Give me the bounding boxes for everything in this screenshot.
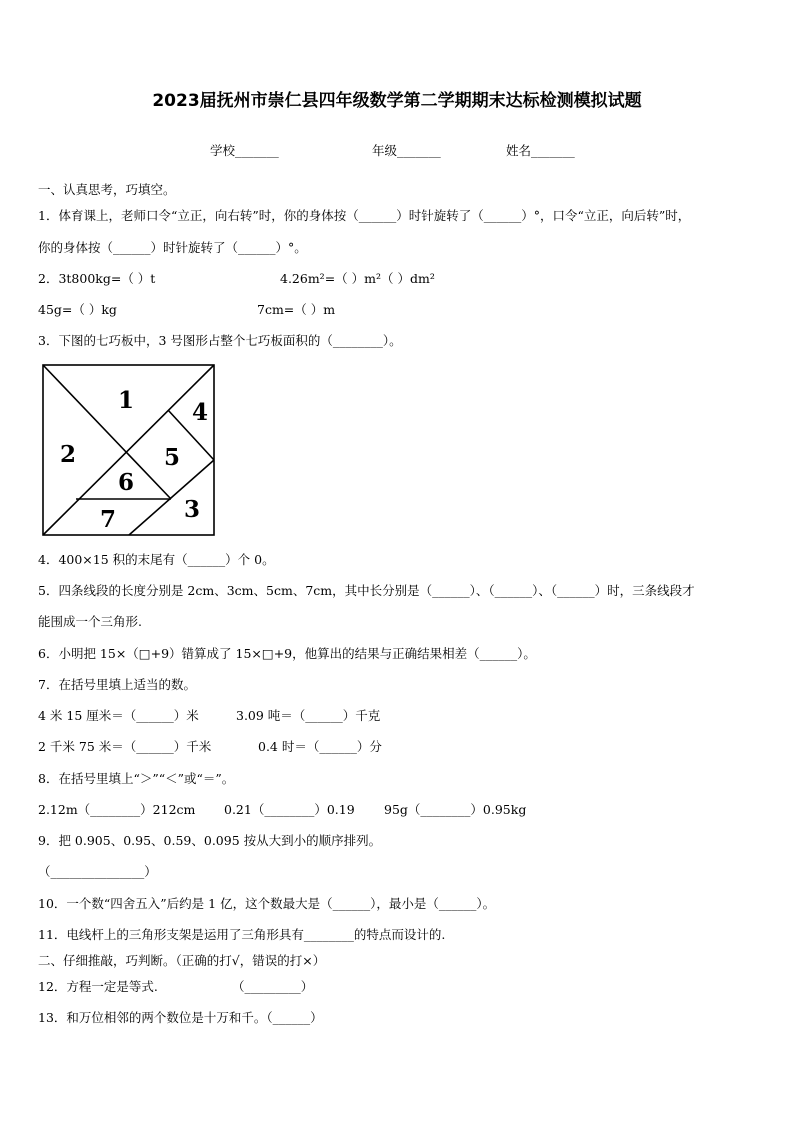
tangram-figure (40, 362, 218, 538)
section-2-heading: 二、仔细推敲，巧判断。（正确的打√，错误的打×） (38, 953, 326, 968)
tangram-label-5: 5 (164, 444, 181, 471)
question-8-part-c: 95g（________）0.95kg (384, 802, 527, 817)
question-10: 10．一个数“四舍五入”后约是 1 亿，这个数最大是（______），最小是（______）。 (38, 896, 496, 911)
question-5-line-1: 5．四条线段的长度分别是 2cm、3cm、5cm、7cm，其中长分别是（______）、（______）、（______）时，三条线段才 (38, 583, 695, 598)
question-12: 12．方程一定是等式. (38, 979, 158, 994)
question-7-part-a: 4 米 15 厘米＝（______）米 (38, 708, 199, 723)
tangram-label-7: 7 (100, 506, 117, 533)
question-9: 9．把 0.905、0.95、0.59、0.095 按从大到小的顺序排列。 (38, 833, 382, 848)
question-7-part-c: 2 千米 75 米＝（______）千米 (38, 739, 212, 754)
tangram-label-6: 6 (118, 469, 135, 496)
question-13: 13．和万位相邻的两个数位是十万和千。（______） (38, 1010, 323, 1025)
question-2-part-a: 2．3t800kg=（ ）t (38, 271, 156, 286)
question-8-part-a: 2.12m（________）212cm (38, 802, 196, 817)
question-2-part-d: 7cm=（ ）m (257, 302, 336, 317)
school-field: 学校_______ (210, 143, 279, 158)
question-5-line-2: 能围成一个三角形. (38, 614, 142, 629)
question-11: 11．电线杆上的三角形支架是运用了三角形具有________的特点而设计的. (38, 927, 446, 942)
question-7-part-d: 0.4 时＝（______）分 (258, 739, 382, 754)
question-7: 7．在括号里填上适当的数。 (38, 677, 196, 692)
question-3: 3．下图的七巧板中，3 号图形占整个七巧板面积的（________）。 (38, 333, 402, 348)
page-title: 2023届抚州市崇仁县四年级数学第二学期期末达标检测模拟试题 (152, 91, 642, 111)
question-2-part-b: 4.26m²=（ ）m²（ ）dm² (280, 271, 435, 286)
question-4: 4．400×15 积的末尾有（______）个 0。 (38, 552, 275, 567)
question-2-part-c: 45g=（ ）kg (38, 302, 117, 317)
question-12-answer-blank: （_________） (232, 979, 314, 994)
name-field: 姓名_______ (506, 143, 575, 158)
tangram-label-1: 1 (118, 387, 135, 414)
tangram-label-2: 2 (60, 441, 77, 468)
question-6: 6．小明把 15×（□+9）错算成了 15×□+9，他算出的结果与正确结果相差（______）。 (38, 646, 536, 661)
question-9-answer-blank: （_______________） (38, 864, 157, 879)
section-1-heading: 一、认真思考，巧填空。 (38, 182, 176, 197)
question-8: 8．在括号里填上“＞”“＜”或“＝”。 (38, 771, 235, 786)
grade-field: 年级_______ (372, 143, 441, 158)
question-1-line-1: 1．体育课上，老师口令“立正，向右转”时，你的身体按（______）时针旋转了（______）°，口令“立正，向后转”时， (38, 208, 691, 223)
question-8-part-b: 0.21（________）0.19 (224, 802, 355, 817)
question-7-part-b: 3.09 吨＝（______）千克 (236, 708, 381, 723)
tangram-label-3: 3 (184, 496, 201, 523)
question-1-line-2: 你的身体按（______）时针旋转了（______）°。 (38, 240, 307, 255)
tangram-label-4: 4 (192, 399, 209, 426)
